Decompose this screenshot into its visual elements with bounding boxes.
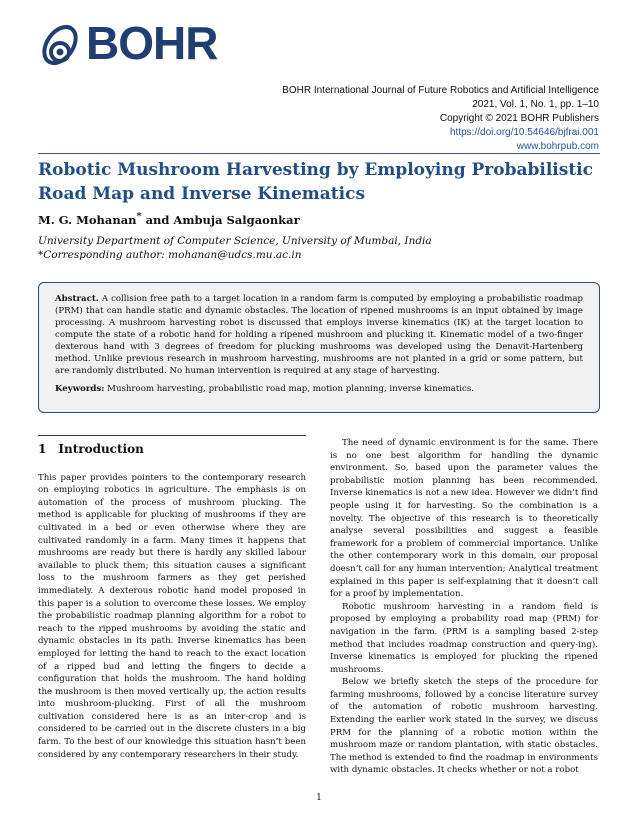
abstract-paragraph — [55, 293, 583, 377]
left-column — [38, 435, 306, 761]
doi-link[interactable]: https://doi.org/10.54646/bjfrai.001 — [450, 127, 599, 138]
author-1: M. G. Mohanan — [38, 212, 137, 227]
journal-info — [199, 84, 599, 154]
journal-issue: 2021, Vol. 1, No. 1, pp. 1–10 — [472, 99, 599, 110]
section-heading — [38, 443, 306, 456]
journal-name: BOHR International Journal of Future Robotics and Artificial Intelligence — [282, 85, 599, 96]
header-divider — [38, 153, 600, 154]
keywords-text: Mushroom harvesting, probabilistic road map, motion planning, inverse kinematics. — [107, 384, 474, 394]
affiliation-block — [38, 234, 598, 262]
intro-paragraph-1: This paper provides pointers to the contemporary research on employing robotics in agriculture. The emphasis is on automation of the process of mushroom plucking. The method is applicable for plucking of mushrooms if they are cultivated in a bed or even otherwise where they are cultivated randomly in a farm. Many times it happens that mushrooms are ready but there is hardly any skilled labour available to pluck them; this situation causes a significant loss to the mushroom farmers as they get perished immediately. A dexterous robotic hand model proposed in this paper is a solution to overcome these losses. We employ the probabilistic roadmap planning algorithm for a robot to reach to the ripped mushrooms by avoiding the static and dynamic obstacles in its path. Inverse kinematics has been employed for letting the hand to reach to the exact location of a ripped bud and letting the fingers to decide a configuration that holds the mushroom. The hand holding the mushroom is then moved vertically up, the action results into mushroom-plucking. First of all the mushroom cultivation considered here is as an inter-crop and is considered to be carried out in the discrete clusters in a big farm. To the best of our knowledge this situation hasn’t been considered by any contemporary researchers in their study. — [38, 472, 306, 760]
abstract-text: A collision free path to a target location in a random farm is computed by employing a probabilistic roadmap (PRM) that can handle static and dynamic obstacles. The location of ripened mushrooms is an input obtained by image processing. A mushroom harvesting robot is discussed that employs inverse kinematics (IK) at the target location to compute the state of a robotic hand for holding a ripened mushroom and plucking it. Kinematic model of a two-finger dexterous hand with 3 degrees of freedom for plucking mushrooms was developed using the Denavit-Hartenberg method. Unlike previous research in mushroom harvesting, mushrooms are not planted in a grid or some pattern, but are randomly distributed. No human intervention is required at any stage of harvesting. — [55, 294, 584, 376]
affiliation: University Department of Computer Science, University of Mumbai, India — [38, 235, 432, 247]
paper-title: Robotic Mushroom Harvesting by Employing Probabilistic Road Map and Inverse Kinematics — [38, 160, 593, 204]
journal-copyright: Copyright © 2021 BOHR Publishers — [439, 113, 599, 124]
author-2: and Ambuja Salgaonkar — [141, 212, 300, 227]
bohr-atom-icon — [38, 18, 84, 68]
abstract-label: Abstract. — [55, 294, 99, 304]
paper-authors — [38, 211, 300, 227]
corresponding-mark: * — [136, 211, 142, 222]
keywords-label: Keywords: — [55, 384, 105, 394]
corresponding-author: *Corresponding author: mohanan@udcs.mu.ac.in — [38, 249, 302, 261]
keywords-paragraph — [55, 383, 583, 395]
section-number: 1 — [38, 442, 47, 456]
website-link[interactable]: www.bohrpub.com — [516, 141, 599, 152]
intro-paragraph-4: Below we briefly sketch the steps of the procedure for farming mushrooms, followed by a concise literature survey of the automation of robotic mushroom harvesting. Extending the earlier work stated in the survey, we discuss PRM for the planning of a robotic motion within the mushroom maze or random plantation, with static obstacles. The method is extended to find the roadmap in environments with dynamic obstacles. It checks whether or not a robot — [330, 677, 598, 776]
right-column — [330, 437, 598, 777]
section-divider — [38, 435, 306, 436]
page-number: 1 — [316, 793, 322, 803]
publisher-logo — [38, 14, 217, 72]
logo-wordmark: BOHR — [86, 17, 218, 69]
intro-paragraph-3: Robotic mushroom harvesting in a random field is proposed by employing a probability road map (PRM) for navigation in the farm. (PRM is a sampling based 2-step method that includes roadmap construction and query-ing). Inverse kinematics is employed for plucking the ripened mushrooms. — [330, 601, 598, 675]
abstract-box — [38, 282, 600, 413]
section-title: Introduction — [58, 442, 144, 456]
intro-paragraph-2: The need of dynamic environment is for the same. There is no one best algorithm for handling the dynamic environment. So, based upon the parameter values the probabilistic motion planning has been recommended. Inverse kinematics is not a new idea. However we didn’t find people using it for harvesting. So the combination is a novelty. The objective of this research is to theoretically analyse several possibilities and suggest a feasible framework for a problem of commercial importance. Unlike the other contemporary work in this domain, our proposal doesn’t call for any human intervention; Analytical treatment explained in this paper is self-explaining that it doesn’t call for a proof by implementation. — [330, 438, 598, 600]
